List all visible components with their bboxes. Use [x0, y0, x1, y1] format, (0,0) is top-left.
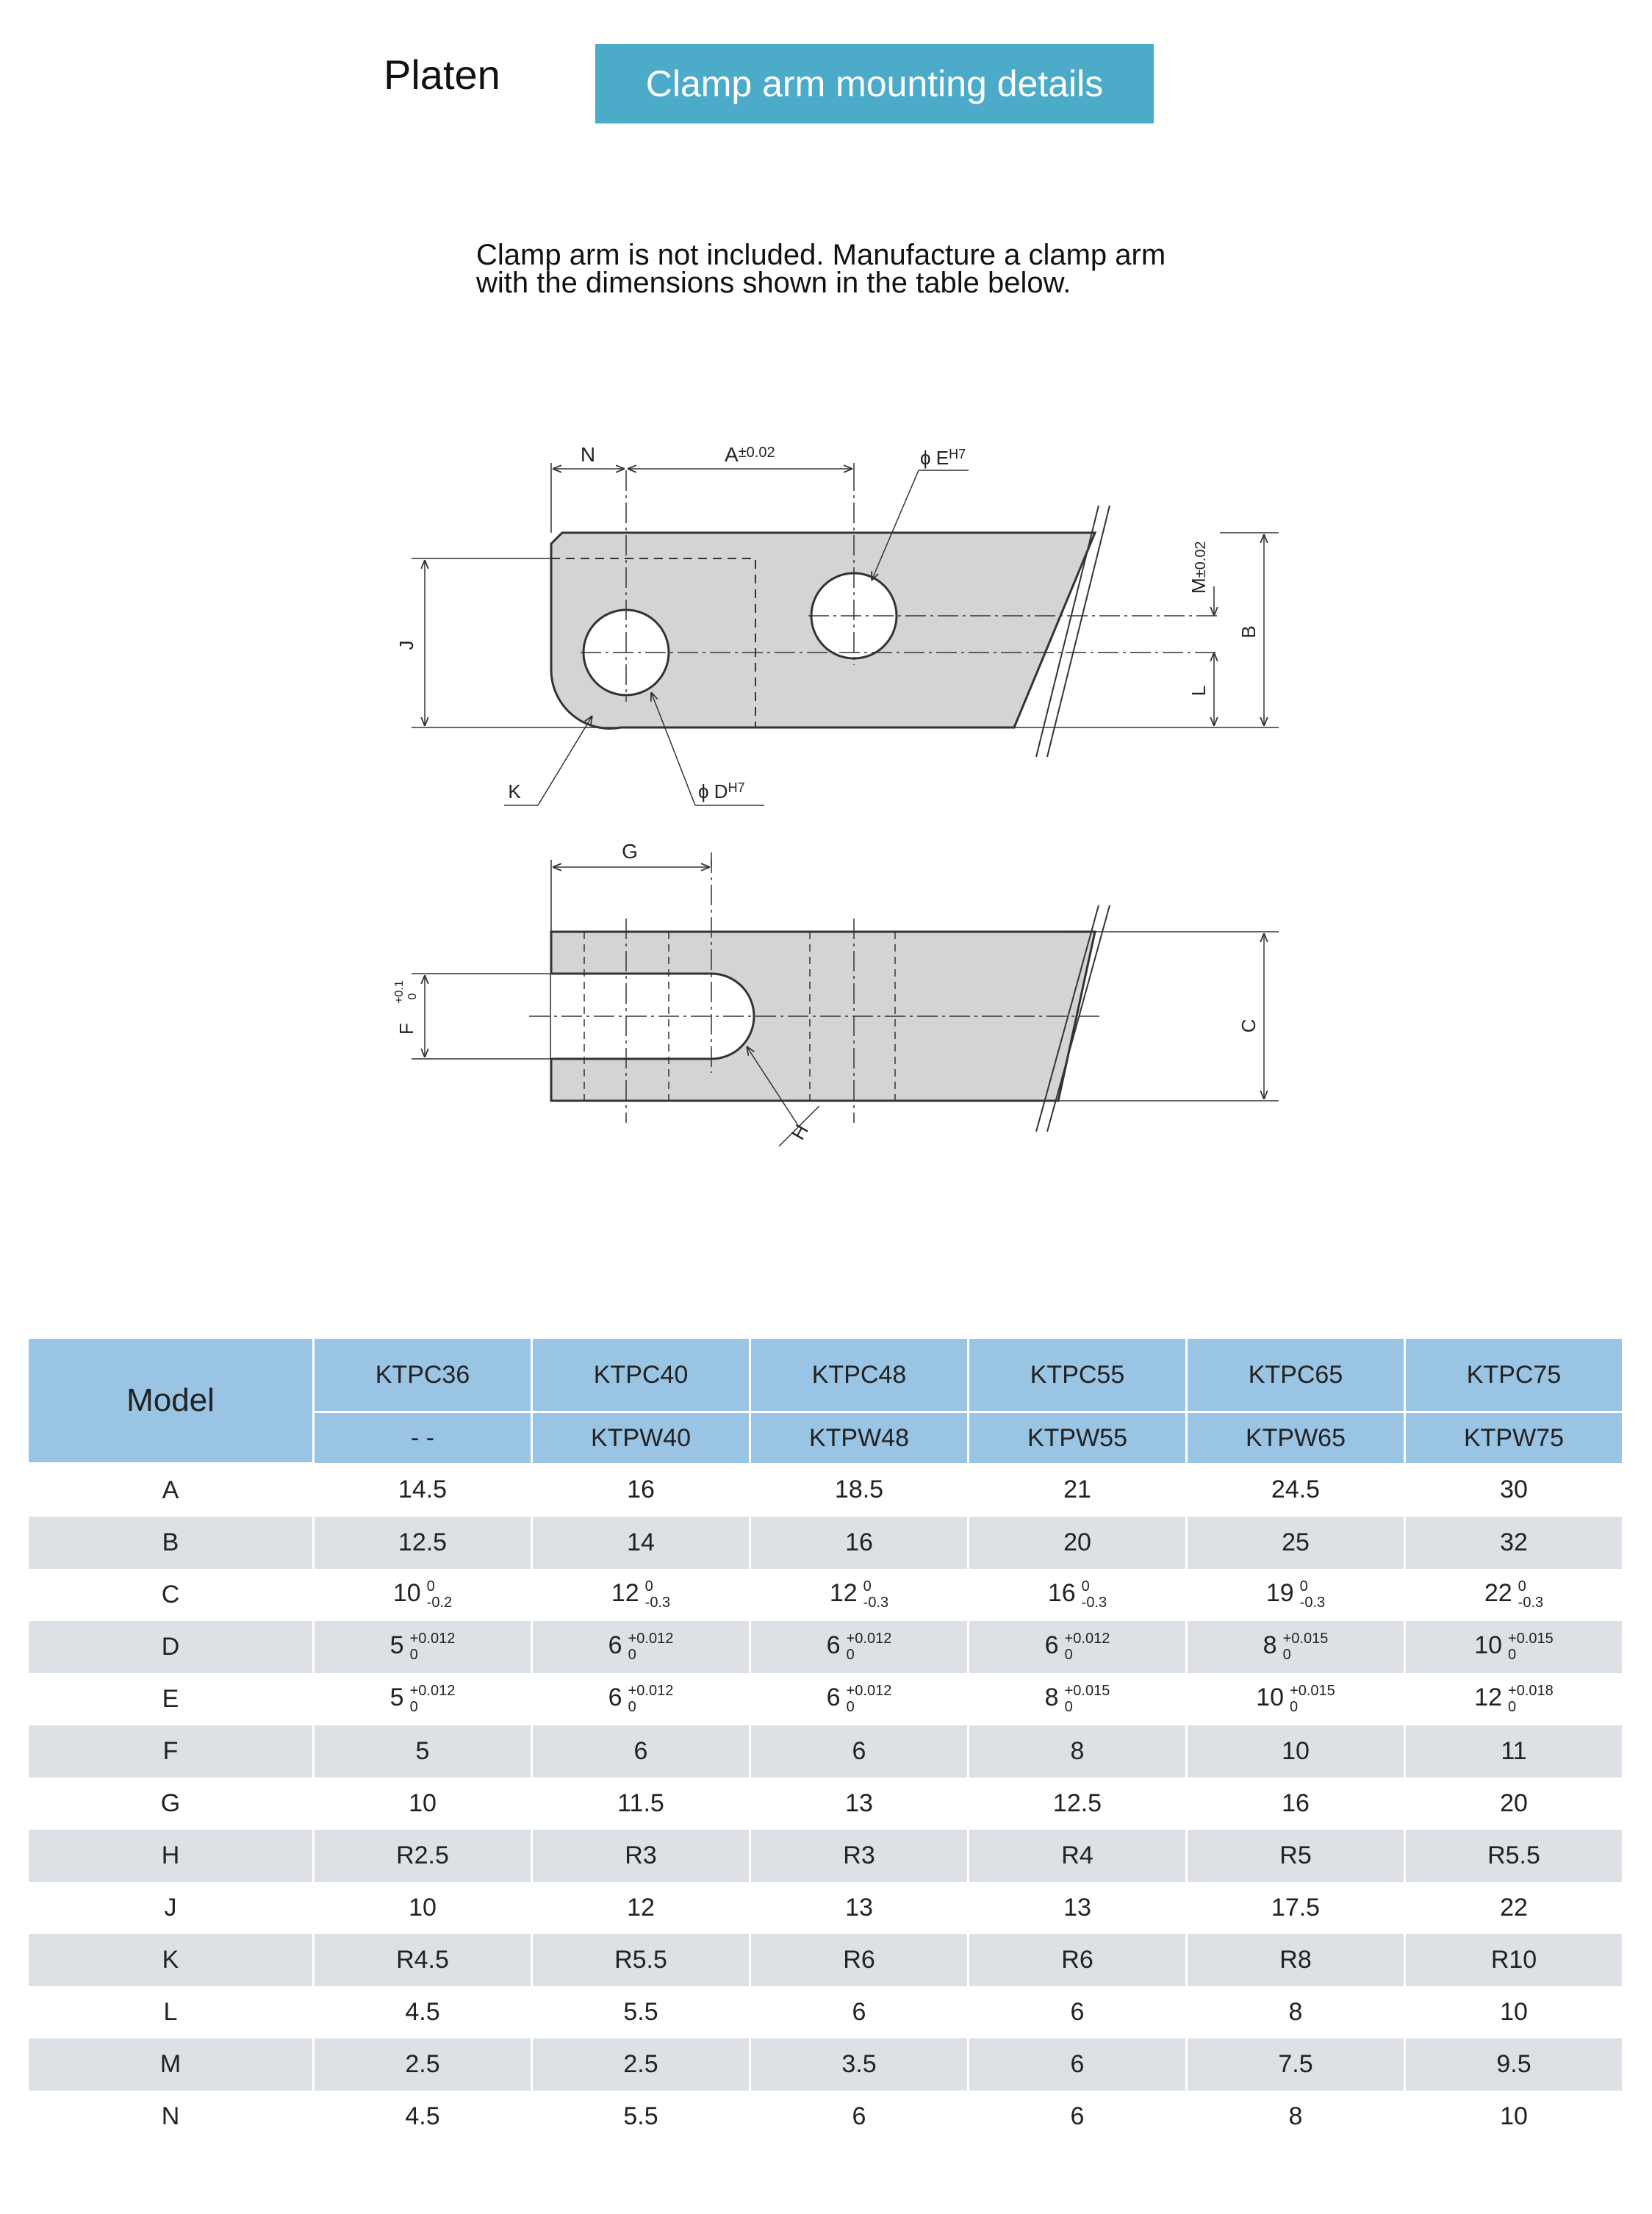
dimension-value-cell [750, 1882, 969, 1934]
dimension-value-cell [314, 1778, 532, 1830]
tolerance-lower: 0 [1064, 1647, 1073, 1663]
nominal-value: 22 [1500, 1893, 1528, 1922]
label-a-letter: A [725, 443, 739, 466]
nominal-value: 10 [1500, 1997, 1528, 2026]
tolerance-upper: +0.012 [1064, 1631, 1110, 1647]
nominal-value: 21 [1063, 1475, 1091, 1503]
nominal-value: 10 [1256, 1683, 1285, 1711]
dimension-value-cell [750, 2038, 969, 2091]
dimension-value-cell [314, 2091, 532, 2143]
dimension-value-cell [1187, 1830, 1405, 1882]
dimension-value-cell [1405, 1725, 1623, 1778]
dimension-value-cell [1187, 1934, 1405, 1986]
label-f-tol-lo: 0 [406, 993, 419, 1000]
nominal-value: 13 [845, 1893, 873, 1922]
nominal-value: 18.5 [834, 1475, 884, 1503]
table-row [28, 1463, 1623, 1517]
tolerance-upper: +0.012 [409, 1631, 456, 1647]
dimension-value-cell [969, 1778, 1187, 1830]
label-n: N [580, 443, 596, 466]
tolerance-lower: -0.3 [1081, 1595, 1107, 1611]
nominal-value: 32 [1500, 1528, 1528, 1556]
nominal-value: 5 [389, 1631, 404, 1659]
side-view [393, 840, 1279, 1146]
nominal-value: 12.5 [398, 1528, 448, 1556]
nominal-value: 10 [409, 1893, 437, 1922]
nominal-value: 6 [1070, 2049, 1085, 2078]
table-row [28, 1725, 1623, 1778]
nominal-value: R4.5 [396, 1945, 449, 1974]
dimension-value-cell [1405, 2038, 1623, 2091]
nominal-value: 8 [1288, 2102, 1303, 2130]
dimension-value-cell [1405, 1569, 1623, 1621]
label-d-symbol: ϕ D [698, 780, 728, 802]
label-k: K [508, 780, 521, 802]
dimension-value-cell [750, 1934, 969, 1986]
dimension-value-cell [1405, 2091, 1623, 2143]
nominal-value: 8 [1070, 1736, 1085, 1765]
dimension-value-cell [1187, 1569, 1405, 1621]
tolerance-upper: 0 [426, 1578, 435, 1595]
tolerance-lower: 0 [628, 1647, 636, 1663]
model-alt-name: KTPW55 [969, 1412, 1187, 1464]
nominal-value: 7.5 [1278, 2049, 1313, 2078]
dimension-value-cell [532, 1517, 750, 1569]
nominal-value: 14.5 [398, 1475, 448, 1503]
dimension-value-cell [750, 1830, 969, 1882]
dimension-label: N [28, 2091, 314, 2143]
nominal-value: 6 [1044, 1631, 1059, 1659]
dimension-value-cell [969, 1463, 1187, 1517]
nominal-value: 6 [852, 1736, 866, 1765]
model-name: KTPC48 [750, 1339, 969, 1412]
dimension-value-cell [1187, 1463, 1405, 1517]
dimension-value-cell [750, 1673, 969, 1725]
nominal-value: 4.5 [405, 2102, 440, 2130]
tolerance [1283, 1631, 1329, 1663]
dimension-value-cell [750, 1569, 969, 1621]
model-name: KTPC55 [969, 1339, 1187, 1412]
tolerance-lower: -0.3 [863, 1595, 889, 1611]
dimension-value-cell [314, 1986, 532, 2038]
tolerance [628, 1683, 674, 1715]
nominal-value: 17.5 [1271, 1893, 1321, 1922]
tolerance-upper: +0.012 [409, 1683, 456, 1699]
nominal-value: R3 [625, 1841, 657, 1869]
dimension-value-cell [532, 2038, 750, 2091]
dimension-value-cell [314, 1621, 532, 1673]
model-alt-name: KTPW48 [750, 1412, 969, 1464]
dimension-value-cell [314, 2038, 532, 2091]
dimension-value-cell [314, 1569, 532, 1621]
nominal-value: 13 [845, 1789, 873, 1817]
nominal-value: 2.5 [405, 2049, 440, 2078]
dimension-value-cell [969, 1673, 1187, 1725]
dimension-value-cell [1187, 2091, 1405, 2143]
dimension-value-cell [750, 1463, 969, 1517]
dimension-value-cell [750, 1517, 969, 1569]
note-line-1: Clamp arm is not included. Manufacture a clamp arm [476, 239, 1166, 271]
nominal-value: 8 [1288, 1997, 1303, 2026]
tolerance [1508, 1683, 1554, 1715]
page-title: Platen [384, 51, 500, 98]
nominal-value: 6 [852, 2102, 866, 2130]
clamp-arm-drawing [0, 411, 1652, 1161]
dimension-value-cell [1187, 1621, 1405, 1673]
table-row [28, 1569, 1623, 1621]
nominal-value: R6 [843, 1945, 875, 1974]
tolerance-lower: 0 [409, 1699, 418, 1715]
tolerance-lower: 0 [1508, 1699, 1517, 1715]
nominal-value: 16 [1047, 1578, 1076, 1607]
dimension-value-cell [532, 1725, 750, 1778]
nominal-value: 6 [608, 1683, 622, 1711]
nominal-value: 12 [829, 1578, 858, 1607]
tolerance-lower: 0 [1282, 1647, 1291, 1663]
label-m-tolerance: ±0.02 [1193, 541, 1209, 578]
nominal-value: 12 [611, 1578, 639, 1607]
dimension-value-cell [532, 1621, 750, 1673]
tolerance-lower: -0.2 [426, 1595, 453, 1611]
nominal-value: 5 [389, 1683, 404, 1711]
tolerance-lower: -0.3 [1518, 1595, 1544, 1611]
dimension-value-cell [969, 1621, 1187, 1673]
nominal-value: 10 [1474, 1631, 1503, 1659]
table-row [28, 1830, 1623, 1882]
label-a [725, 443, 775, 466]
tolerance-upper: 0 [863, 1578, 872, 1595]
section-header-badge: Clamp arm mounting details [595, 44, 1154, 123]
dimension-value-cell [969, 1934, 1187, 1986]
dimension-value-cell [1405, 1673, 1623, 1725]
dimension-value-cell [750, 1725, 969, 1778]
table-row [28, 1673, 1623, 1725]
dimension-value-cell [1187, 1517, 1405, 1569]
nominal-value: 16 [1282, 1789, 1310, 1817]
dimension-value-cell [969, 2091, 1187, 2143]
tolerance [1065, 1683, 1110, 1715]
model-alt-name: KTPW65 [1187, 1412, 1405, 1464]
dimension-value-cell [1405, 1934, 1623, 1986]
model-alt-name: KTPW40 [532, 1412, 750, 1464]
nominal-value: R5 [1279, 1841, 1312, 1869]
nominal-value: R3 [843, 1841, 875, 1869]
table-header [28, 1339, 1623, 1463]
tolerance-upper: 0 [644, 1578, 653, 1595]
tolerance-upper: 0 [1518, 1578, 1526, 1595]
dimension-label: E [28, 1673, 314, 1725]
dimension-value-cell [1187, 2038, 1405, 2091]
tolerance-upper: +0.015 [1064, 1683, 1110, 1699]
nominal-value: 19 [1265, 1578, 1294, 1607]
tolerance [628, 1631, 674, 1663]
tolerance-upper: +0.012 [846, 1631, 892, 1647]
nominal-value: 5 [415, 1736, 430, 1765]
dimension-value-cell [1187, 1673, 1405, 1725]
note-line-2: with the dimensions shown in the table below. [476, 267, 1071, 299]
dimension-value-cell [1187, 1778, 1405, 1830]
nominal-value: 3.5 [841, 2049, 877, 2078]
tolerance-lower: -0.3 [1299, 1595, 1326, 1611]
tolerance-lower: 0 [628, 1699, 636, 1715]
tolerance-upper: 0 [1081, 1578, 1090, 1595]
dimension-value-cell [532, 1934, 750, 1986]
dimension-label: L [28, 1986, 314, 2038]
dimension-value-cell [750, 1986, 969, 2038]
nominal-value: 20 [1063, 1528, 1091, 1556]
nominal-value: 16 [845, 1528, 873, 1556]
table-row [28, 1986, 1623, 2038]
tolerance [1300, 1578, 1325, 1611]
dimension-label: M [28, 2038, 314, 2091]
tolerance [1290, 1683, 1335, 1715]
dimension-value-cell [314, 1934, 532, 1986]
tolerance [410, 1631, 456, 1663]
table-row [28, 1621, 1623, 1673]
dimension-value-cell [314, 1517, 532, 1569]
dimension-label: A [28, 1463, 314, 1517]
nominal-value: R4 [1061, 1841, 1093, 1869]
nominal-value: 6 [852, 1997, 866, 2026]
label-d [698, 780, 745, 802]
model-name: KTPC36 [314, 1339, 532, 1412]
nominal-value: R5.5 [1487, 1841, 1540, 1869]
nominal-value: 6 [826, 1683, 841, 1711]
dimension-value-cell [969, 1882, 1187, 1934]
tolerance-upper: +0.012 [846, 1683, 892, 1699]
nominal-value: 2.5 [623, 2049, 658, 2078]
tolerance-lower: 0 [1508, 1647, 1517, 1663]
tolerance-upper: +0.018 [1508, 1683, 1554, 1699]
nominal-value: R6 [1061, 1945, 1093, 1974]
dimension-value-cell [532, 1778, 750, 1830]
dimension-label: K [28, 1934, 314, 1986]
nominal-value: 16 [627, 1475, 655, 1503]
label-m [1188, 541, 1210, 594]
nominal-value: 6 [633, 1736, 648, 1765]
nominal-value: 5.5 [623, 1997, 658, 2026]
nominal-value: R5.5 [614, 1945, 667, 1974]
dimension-value-cell [314, 1882, 532, 1934]
dimension-value-cell [969, 2038, 1187, 2091]
dimension-value-cell [1405, 1830, 1623, 1882]
tolerance-upper: +0.015 [1282, 1631, 1329, 1647]
table-body [28, 1463, 1623, 2143]
nominal-value: 24.5 [1271, 1475, 1321, 1503]
dimension-value-cell [1187, 1986, 1405, 2038]
tolerance-lower: 0 [846, 1647, 855, 1663]
nominal-value: 8 [1044, 1683, 1059, 1711]
dimension-label: D [28, 1621, 314, 1673]
dimension-value-cell [969, 1830, 1187, 1882]
label-b: B [1238, 625, 1260, 639]
tolerance-upper: +0.015 [1290, 1683, 1335, 1699]
tolerance [410, 1683, 456, 1715]
model-name: KTPC40 [532, 1339, 750, 1412]
nominal-value: 11.5 [617, 1789, 664, 1817]
nominal-value: 5.5 [623, 2102, 658, 2130]
nominal-value: R2.5 [396, 1841, 449, 1869]
dimension-label: C [28, 1569, 314, 1621]
dimension-value-cell [532, 1673, 750, 1725]
nominal-value: 6 [1070, 2102, 1085, 2130]
label-f [395, 1023, 417, 1035]
label-h: H [786, 1120, 813, 1144]
nominal-value: 10 [1282, 1736, 1310, 1765]
dimension-value-cell [969, 1569, 1187, 1621]
model-header: Model [28, 1339, 314, 1463]
table-row [28, 1517, 1623, 1569]
tolerance-lower: 0 [1290, 1699, 1299, 1715]
tolerance [427, 1578, 452, 1611]
tolerance [1518, 1578, 1543, 1611]
tolerance-upper: +0.012 [628, 1631, 674, 1647]
nominal-value: 22 [1484, 1578, 1512, 1607]
label-m-letter: M [1188, 578, 1210, 594]
tolerance [1065, 1631, 1110, 1663]
dimension-value-cell [969, 1725, 1187, 1778]
label-f-tol-hi: +0.1 [393, 980, 406, 1004]
tolerance [863, 1578, 888, 1611]
dimension-value-cell [1405, 1621, 1623, 1673]
label-e-fit: H7 [949, 447, 966, 461]
label-l: L [1188, 685, 1210, 697]
nominal-value: 13 [1063, 1893, 1091, 1922]
nominal-value: 11 [1501, 1736, 1527, 1765]
dimension-label: H [28, 1830, 314, 1882]
label-e [920, 447, 966, 469]
tolerance [645, 1578, 670, 1611]
dimension-value-cell [314, 1725, 532, 1778]
dimension-value-cell [1405, 1882, 1623, 1934]
tolerance-lower: 0 [846, 1699, 855, 1715]
tolerance-upper: 0 [1299, 1578, 1308, 1595]
dimension-value-cell [750, 2091, 969, 2143]
dimension-value-cell [1405, 1778, 1623, 1830]
tolerance [1508, 1631, 1554, 1663]
instruction-note [476, 241, 1166, 297]
dimension-value-cell [750, 1778, 969, 1830]
label-d-fit: H7 [728, 780, 745, 795]
dimension-value-cell [532, 1830, 750, 1882]
label-a-tolerance: ±0.02 [738, 445, 775, 461]
nominal-value: R10 [1490, 1945, 1537, 1974]
table-row [28, 1778, 1623, 1830]
table-row [28, 2038, 1623, 2091]
dimension-value-cell [314, 1463, 532, 1517]
dimension-value-cell [314, 1673, 532, 1725]
dimension-value-cell [750, 1621, 969, 1673]
label-g: G [622, 840, 638, 863]
label-c: C [1238, 1018, 1260, 1033]
nominal-value: 6 [608, 1631, 622, 1659]
nominal-value: 10 [1500, 2102, 1528, 2130]
nominal-value: 8 [1263, 1631, 1277, 1659]
tolerance [1082, 1578, 1107, 1611]
dimension-value-cell [1405, 1463, 1623, 1517]
nominal-value: 25 [1282, 1528, 1310, 1556]
dimension-value-cell [1187, 1882, 1405, 1934]
tolerance-upper: +0.015 [1508, 1631, 1554, 1647]
nominal-value: 6 [826, 1631, 841, 1659]
nominal-value: 10 [409, 1789, 437, 1817]
nominal-value: 14 [627, 1528, 655, 1556]
model-name: KTPC65 [1187, 1339, 1405, 1412]
dimension-label: G [28, 1778, 314, 1830]
dimension-value-cell [532, 1882, 750, 1934]
dimension-value-cell [1187, 1725, 1405, 1778]
nominal-value: 9.5 [1496, 2049, 1531, 2078]
nominal-value: 30 [1500, 1475, 1528, 1503]
dimension-label: J [28, 1882, 314, 1934]
nominal-value: 10 [392, 1578, 421, 1607]
nominal-value: 4.5 [405, 1997, 440, 2026]
dimension-value-cell [969, 1986, 1187, 2038]
dimension-label: B [28, 1517, 314, 1569]
tolerance-upper: +0.012 [628, 1683, 674, 1699]
label-j: J [395, 640, 417, 650]
dimension-value-cell [1405, 1517, 1623, 1569]
label-f-letter: F [395, 1023, 417, 1035]
model-name: KTPC75 [1405, 1339, 1623, 1412]
dimension-value-cell [1405, 1986, 1623, 2038]
tolerance-lower: 0 [1064, 1699, 1073, 1715]
top-view [395, 443, 1279, 805]
dimension-label: F [28, 1725, 314, 1778]
dimension-value-cell [532, 1463, 750, 1517]
nominal-value: R8 [1279, 1945, 1312, 1974]
tolerance-lower: -0.3 [644, 1595, 671, 1611]
model-alt-name: - - [314, 1412, 532, 1464]
nominal-value: 12 [1474, 1683, 1503, 1711]
label-e-symbol: ϕ E [920, 447, 949, 469]
model-alt-name: KTPW75 [1405, 1412, 1623, 1464]
nominal-value: 6 [1070, 1997, 1085, 2026]
dimension-value-cell [532, 1986, 750, 2038]
table-row [28, 2091, 1623, 2143]
tolerance [847, 1631, 892, 1663]
table-row [28, 1882, 1623, 1934]
dimension-value-cell [969, 1517, 1187, 1569]
nominal-value: 12.5 [1052, 1789, 1102, 1817]
table-row [28, 1934, 1623, 1986]
nominal-value: 20 [1500, 1789, 1528, 1817]
dimension-value-cell [532, 2091, 750, 2143]
tolerance [847, 1683, 892, 1715]
dimensions-table [26, 1339, 1624, 2143]
dimension-value-cell [314, 1830, 532, 1882]
tolerance-lower: 0 [409, 1647, 418, 1663]
dimension-value-cell [532, 1569, 750, 1621]
nominal-value: 12 [627, 1893, 655, 1922]
